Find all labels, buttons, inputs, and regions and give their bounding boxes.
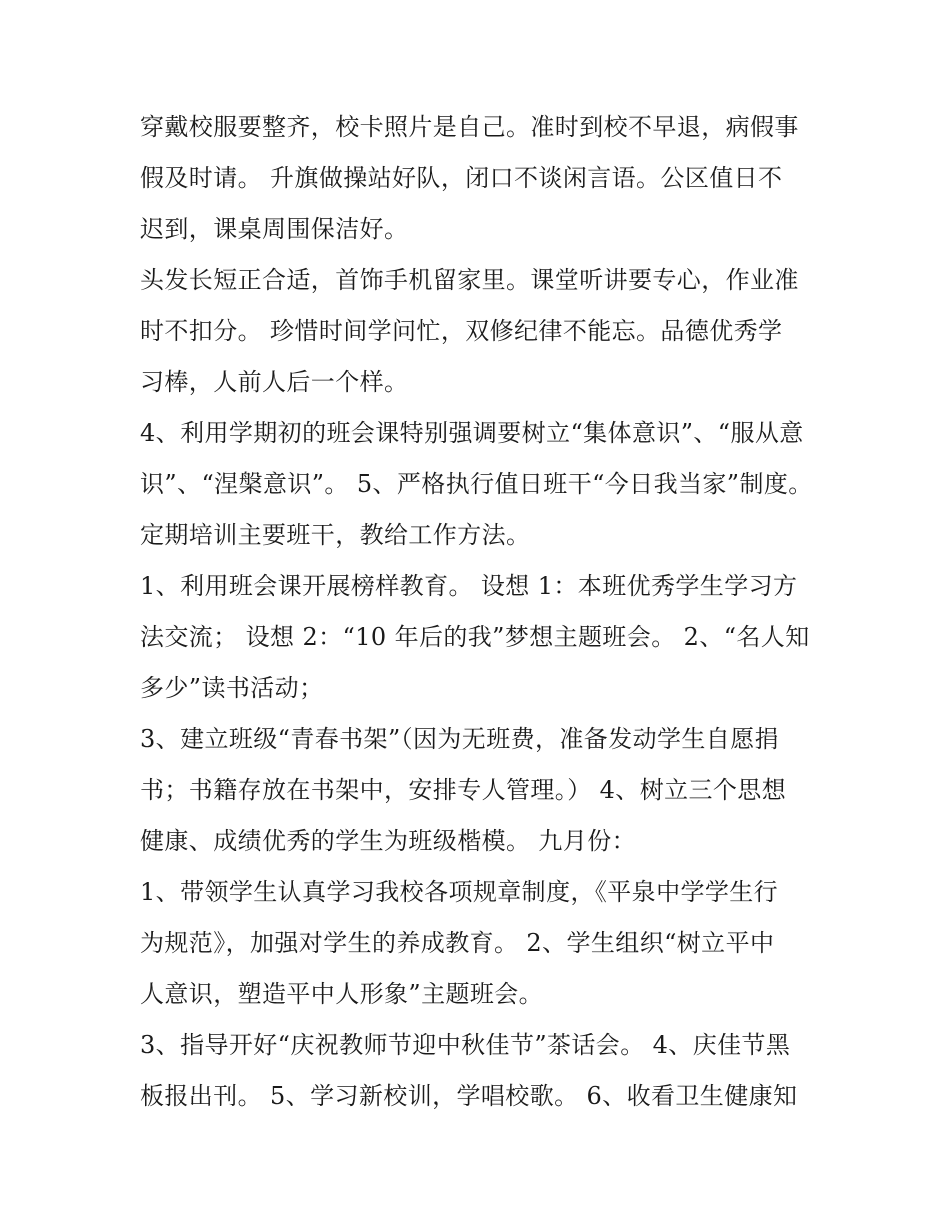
text-line: 时不扣分。 珍惜时间学问忙，双修纪律不能忘。品德优秀学 bbox=[140, 317, 783, 345]
text-line: 书；书籍存放在书架中，安排专人管理。） 4、树立三个思想 bbox=[140, 776, 787, 804]
text-line: 识”、“涅槃意识”。 5、严格执行值日班干“今日我当家”制度。 bbox=[140, 470, 813, 498]
text-line: 板报出刊。 5、学习新校训，学唱校歌。 6、收看卫生健康知 bbox=[140, 1082, 798, 1110]
text-line: 多少”读书活动； bbox=[140, 674, 324, 702]
text-line: 头发长短正合适，首饰手机留家里。课堂听讲要专心，作业准 bbox=[140, 266, 799, 294]
text-line: 1、带领学生认真学习我校各项规章制度，《平泉中学学生行 bbox=[140, 878, 779, 906]
paragraph-uniform-rules bbox=[140, 102, 820, 255]
text-line: 习棒，人前人后一个样。 bbox=[140, 368, 409, 396]
document-body bbox=[140, 102, 820, 1122]
text-line: 定期培训主要班干，教给工作方法。 bbox=[140, 521, 531, 549]
text-line: 假及时请。 升旗做操站好队，闭口不谈闲言语。公区值日不 bbox=[140, 164, 783, 192]
text-line: 人意识，塑造平中人形象”主题班会。 bbox=[140, 980, 544, 1008]
text-line: 穿戴校服要整齐，校卡照片是自己。准时到校不早退，病假事 bbox=[140, 113, 799, 141]
paragraph-appearance-rules bbox=[140, 255, 820, 408]
paragraph-september-plan bbox=[140, 867, 820, 1020]
paragraph-teachers-day bbox=[140, 1020, 820, 1122]
paragraph-bookshelf bbox=[140, 714, 820, 867]
text-line: 为规范》，加强对学生的养成教育。 2、学生组织“树立平中 bbox=[140, 929, 775, 957]
text-line: 4、利用学期初的班会课特别强调要树立“集体意识”、“服从意 bbox=[140, 419, 804, 447]
text-line: 1、利用班会课开展榜样教育。 设想 1：本班优秀学生学习方 bbox=[140, 572, 798, 600]
paragraph-role-model-education bbox=[140, 561, 820, 714]
text-line: 3、建立班级“青春书架”（因为无班费，准备发动学生自愿捐 bbox=[140, 725, 780, 753]
text-line: 健康、成绩优秀的学生为班级楷模。 九月份： bbox=[140, 827, 637, 855]
text-line: 法交流； 设想 2：“10 年后的我”梦想主题班会。 2、“名人知 bbox=[140, 623, 810, 651]
text-line: 3、指导开好“庆祝教师节迎中秋佳节”茶话会。 4、庆佳节黑 bbox=[140, 1031, 791, 1059]
text-line: 迟到，课桌周围保洁好。 bbox=[140, 215, 409, 243]
paragraph-items-4-5 bbox=[140, 408, 820, 561]
